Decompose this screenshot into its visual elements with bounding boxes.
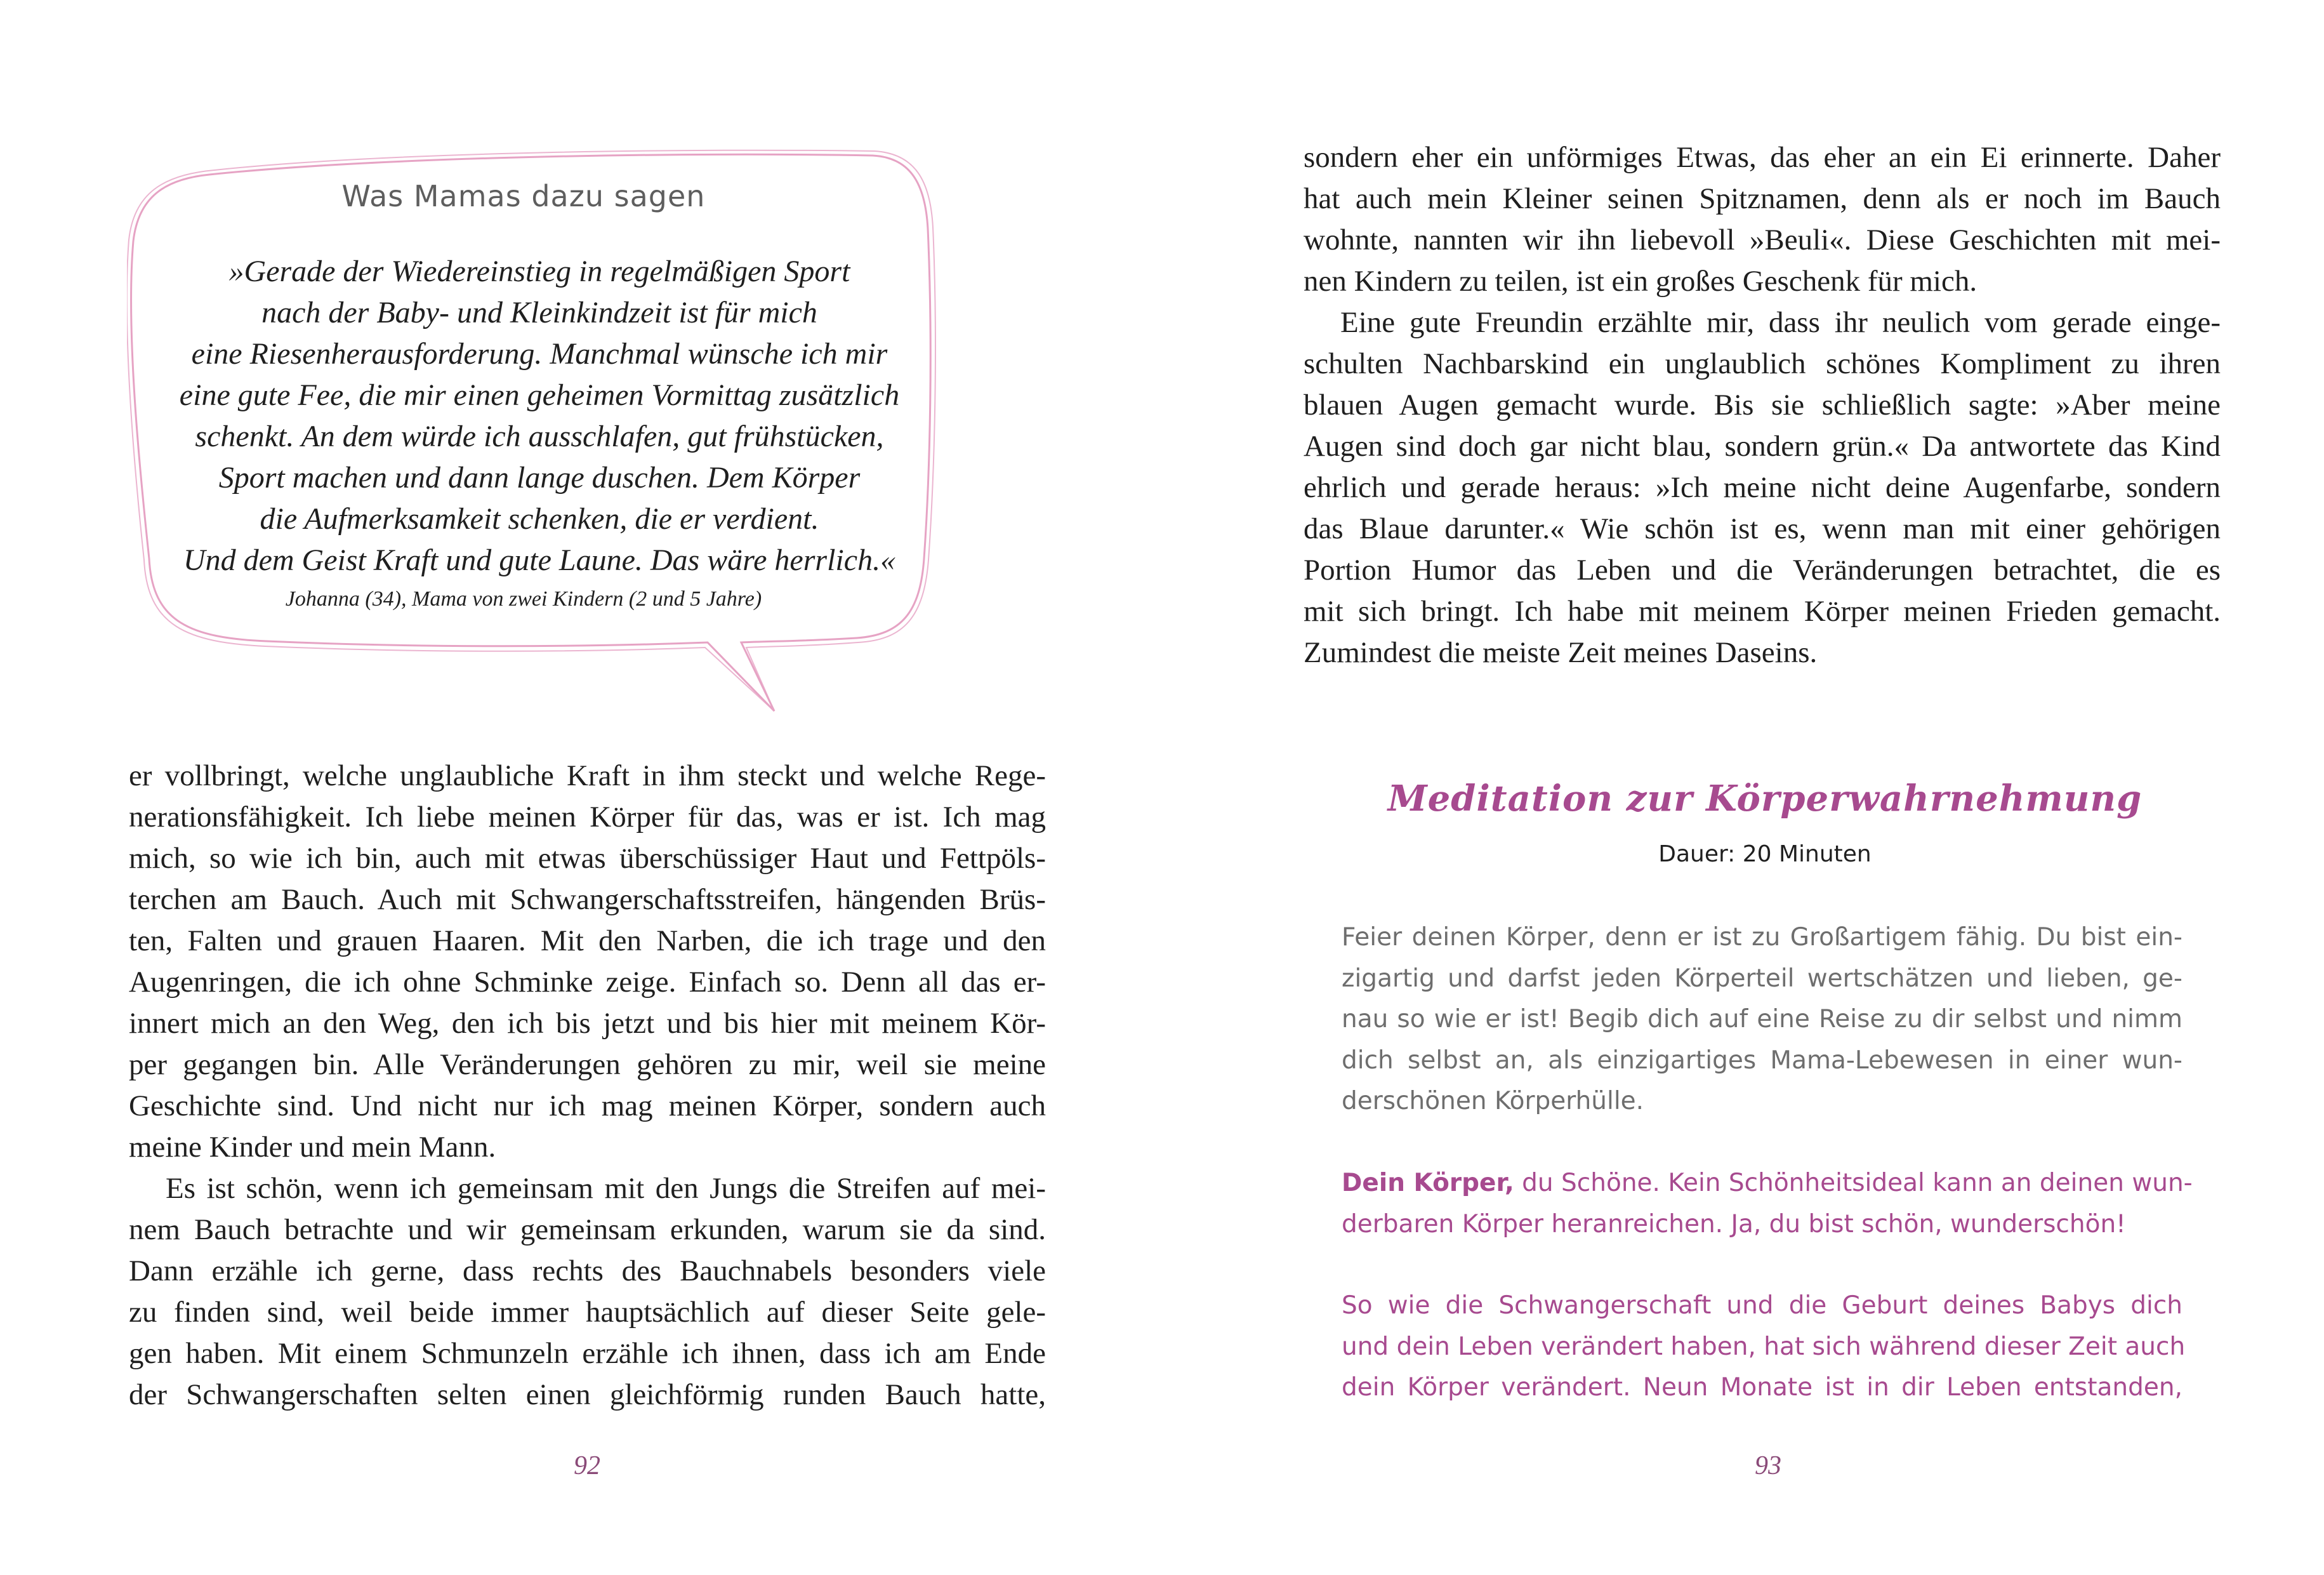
body-line: Es ist schön, wenn ich gemeinsam mit den Jungs die Streifen auf mei- <box>166 1172 1046 1205</box>
quote-line: eine gute Fee, die mir einen geheimen Vormittag zusätzlich <box>179 378 900 412</box>
meditation-paragraph <box>1342 1163 2193 1245</box>
quote-line: eine Riesenherausforderung. Manchmal wünsche ich mir <box>191 337 888 371</box>
body-line: der Schwangerschaften selten einen gleichförmig runden Bauch hatte, <box>129 1378 1046 1411</box>
body-line: innert mich an den Weg, den ich bis jetzt und bis hier mit meinem Kör- <box>129 1007 1046 1040</box>
body-line: nen Kindern zu teilen, ist ein großes Geschenk für mich. <box>1304 265 1977 298</box>
body-line: er vollbringt, welche unglaubliche Kraft in ihm steckt und welche Rege- <box>129 759 1046 792</box>
quote-line: »Gerade der Wiedereinstieg in regelmäßigen Sport <box>228 255 850 288</box>
body-line: wohnte, nannten wir ihn liebevoll »Beuli«. Diese Geschichten mit mei- <box>1304 223 2221 256</box>
body-line: Augenringen, die ich ohne Schminke zeige. Einfach so. Denn all das er- <box>129 966 1046 999</box>
right-page <box>1162 0 2324 1575</box>
meditation-line: dein Körper verändert. Neun Monate ist in dir Leben entstanden, <box>1342 1373 2182 1402</box>
meditation-title: Meditation zur Körperwahrnehmung <box>1387 778 2142 820</box>
body-line: Portion Humor das Leben und die Veränderungen betrachtet, die es <box>1304 554 2221 587</box>
left-body-text <box>129 755 1046 1416</box>
body-line: das Blaue darunter.« Wie schön ist es, wenn man mit einer gehörigen <box>1304 512 2221 545</box>
mama-quote <box>165 251 914 581</box>
body-line: sondern eher ein unförmiges Etwas, das eher an ein Ei erinnerte. Daher <box>1304 141 2221 174</box>
body-line: mit sich bringt. Ich habe mit meinem Körper meinen Frieden gemacht. <box>1304 595 2221 628</box>
meditation-line: So wie die Schwangerschaft und die Geburt deines Babys dich <box>1342 1291 2182 1320</box>
quote-line: Und dem Geist Kraft und gute Laune. Das wäre herrlich.« <box>183 543 896 577</box>
meditation-line: und dein Leben verändert haben, hat sich während dieser Zeit auch <box>1342 1332 2186 1361</box>
page-number: 92 <box>574 1451 600 1480</box>
quote-line: schenkt. An dem würde ich ausschlafen, gut frühstücken, <box>195 420 884 453</box>
body-line: per gegangen bin. Alle Veränderungen gehören zu mir, weil sie meine <box>129 1048 1046 1081</box>
body-line: zu finden sind, weil beide immer hauptsächlich auf dieser Seite gele- <box>129 1296 1046 1329</box>
meditation-line: dich selbst an, als einzigartiges Mama-Lebewesen in einer wun- <box>1342 1046 2182 1075</box>
body-line: meine Kinder und mein Mann. <box>129 1131 496 1164</box>
right-body-text <box>1304 137 2221 674</box>
quote-attribution: Johanna (34), Mama von zwei Kindern (2 und 5 Jahre) <box>285 587 762 611</box>
meditation-paragraph <box>1342 917 2182 1122</box>
body-line: ten, Falten und grauen Haaren. Mit den Narben, die ich trage und den <box>129 924 1046 957</box>
quote-line: Sport machen und dann lange duschen. Dem Körper <box>218 461 861 495</box>
meditation-paragraph <box>1342 1286 2186 1409</box>
meditation-line: nau so wie er ist! Begib dich auf eine Reise zu dir selbst und nimm <box>1342 1005 2182 1033</box>
body-line: Dann erzähle ich gerne, dass rechts des Bauchnabels besonders viele <box>129 1254 1046 1287</box>
body-line: hat auch mein Kleiner seinen Spitznamen, denn als er noch im Bauch <box>1304 182 2221 215</box>
body-line: schulten Nachbarskind ein unglaublich schönes Kompliment zu ihren <box>1304 347 2221 380</box>
body-line: Augen sind doch gar nicht blau, sondern grün.« Da antwortete das Kind <box>1304 430 2221 463</box>
body-line: terchen am Bauch. Auch mit Schwangerschaftsstreifen, hängenden Brüs- <box>129 883 1046 916</box>
body-line: Eine gute Freundin erzählte mir, dass ihr neulich vom gerade einge- <box>1340 306 2221 339</box>
quote-line: die Aufmerksamkeit schenken, die er verdient. <box>260 502 819 536</box>
body-line: blauen Augen gemacht wurde. Bis sie schließlich sagte: »Aber meine <box>1304 389 2221 422</box>
speech-bubble-title: Was Mamas dazu sagen <box>341 179 706 213</box>
body-line: Zumindest die meiste Zeit meines Daseins. <box>1304 636 1818 669</box>
meditation-duration: Dauer: 20 Minuten <box>1658 841 1872 867</box>
meditation-line: Feier deinen Körper, denn er ist zu Großartigem fähig. Du bist ein- <box>1342 923 2182 952</box>
meditation-line: derbaren Körper heranreichen. Ja, du bist schön, wunderschön! <box>1342 1209 2126 1239</box>
body-line: gen haben. Mit einem Schmunzeln erzähle ich ihnen, dass ich am Ende <box>129 1337 1046 1370</box>
page-number: 93 <box>1755 1451 1781 1480</box>
meditation-emphasis: Dein Körper, <box>1342 1169 1514 1197</box>
meditation-line: zigartig und darfst jeden Körperteil wertschätzen und lieben, ge- <box>1342 964 2182 993</box>
body-line: nem Bauch betrachte und wir gemeinsam erkunden, warum sie da sind. <box>129 1213 1046 1246</box>
body-line: mich, so wie ich bin, auch mit etwas überschüssiger Haut und Fettpöls- <box>129 842 1046 875</box>
meditation-line: derschönen Körperhülle. <box>1342 1087 1644 1115</box>
meditation-line <box>1342 1163 2193 1204</box>
body-line: nerationsfähigkeit. Ich liebe meinen Körper für das, was er ist. Ich mag <box>129 801 1046 834</box>
meditation-line-rest: du Schöne. Kein Schönheitsideal kann an deinen wun- <box>1514 1169 2193 1197</box>
quote-line: nach der Baby- und Kleinkindzeit ist für mich <box>261 296 817 329</box>
speech-bubble <box>127 140 1060 724</box>
body-line: ehrlich und gerade heraus: »Ich meine nicht deine Augenfarbe, sondern <box>1304 471 2221 504</box>
body-line: Geschichte sind. Und nicht nur ich mag meinen Körper, sondern auch <box>129 1089 1046 1122</box>
